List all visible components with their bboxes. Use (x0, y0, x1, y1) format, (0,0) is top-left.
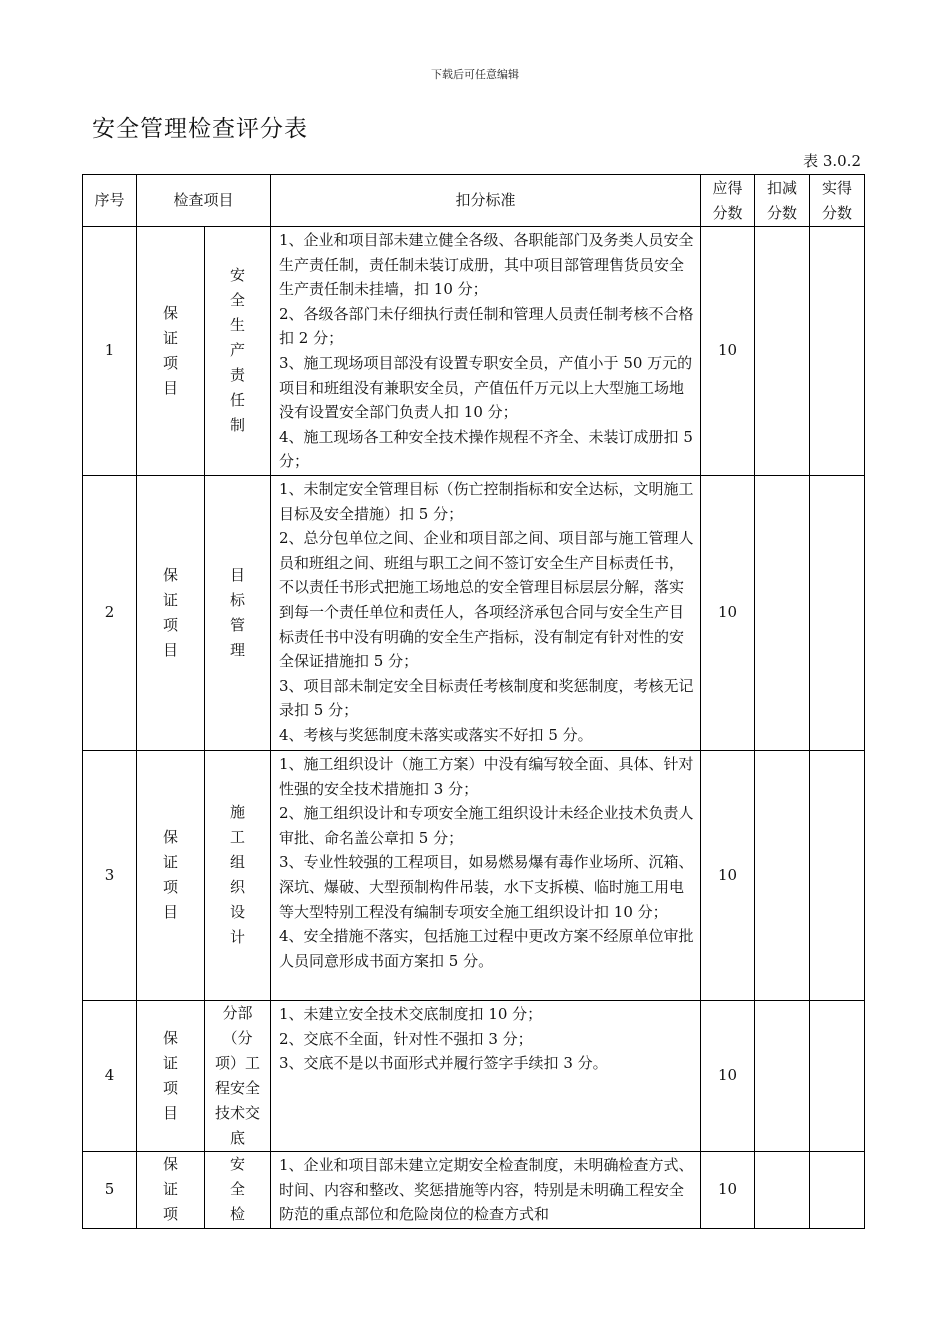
row-standard (271, 227, 701, 476)
header-item: 检查项目 (137, 175, 271, 227)
row-category: 保证项 (137, 1151, 205, 1228)
header-actual: 实得分数 (810, 175, 865, 227)
standard-line: 1、企业和项目部未建立健全各级、各职能部门及务类人员安全生产责任制，责任制未装订成册，其中项目部管理售货员安全生产责任制未挂墙，扣 10 分； (279, 231, 694, 299)
header-row (83, 175, 865, 227)
header-standard: 扣分标准 (271, 175, 701, 227)
table-row (83, 1151, 865, 1228)
standard-line: 2、总分包单位之间、企业和项目部之间、项目部与施工管理人员和班组之间、班组与职工之间不签订安全生产目标责任书，不以责任书形式把施工场地总的安全管理目标层层分解，落实到每一个责任单位和责任人，各项经济承包合同与安全生产目标责任书中没有明确的安全生产指标，没有制定有针对性的安全保证措施扣 5 分； (279, 529, 694, 671)
row-due: 10 (701, 750, 755, 1000)
document-title: 安全管理检查评分表 (92, 116, 308, 142)
standard-line: 2、施工组织设计和专项安全施工组织设计未经企业技术负责人审批、命名盖公章扣 5 分； (279, 804, 694, 847)
row-standard (271, 475, 701, 750)
scoring-table (82, 174, 865, 1229)
row-seq: 1 (83, 227, 137, 476)
header-deduct: 扣减分数 (755, 175, 810, 227)
table-row (83, 475, 865, 750)
row-category: 保证项目 (137, 227, 205, 476)
row-actual[interactable] (810, 227, 865, 476)
row-deduct[interactable] (755, 227, 810, 476)
row-standard (271, 1151, 701, 1228)
row-deduct[interactable] (755, 750, 810, 1000)
standard-line: 3、交底不是以书面形式并履行签字手续扣 3 分。 (279, 1054, 608, 1073)
row-seq: 5 (83, 1151, 137, 1228)
table-row (83, 750, 865, 1000)
row-category: 保证项目 (137, 475, 205, 750)
row-actual[interactable] (810, 750, 865, 1000)
row-standard (271, 750, 701, 1000)
standard-line: 4、安全措施不落实，包括施工过程中更改方案不经原单位审批人员同意形成书面方案扣 5 分。 (279, 927, 694, 970)
row-seq: 3 (83, 750, 137, 1000)
standard-line: 1、施工组织设计（施工方案）中没有编写较全面、具体、针对性强的安全技术措施扣 3 分； (279, 754, 694, 798)
row-actual[interactable] (810, 475, 865, 750)
row-actual[interactable] (810, 1151, 865, 1228)
row-item: 安全生产责任制 (205, 227, 271, 476)
standard-line: 1、未制定安全管理目标（伤亡控制指标和安全达标，文明施工目标及安全措施）扣 5 分； (279, 479, 694, 523)
standard-line: 3、专业性较强的工程项目，如易燃易爆有毒作业场所、沉箱、深坑、爆破、大型预制构件吊装，水下支拆模、临时施工用电等大型特别工程没有编制专项安全施工组织设计扣 10 分； (279, 853, 694, 921)
row-deduct[interactable] (755, 1151, 810, 1228)
row-item: 目标管理 (205, 475, 271, 750)
row-seq: 4 (83, 1000, 137, 1151)
row-due: 10 (701, 1000, 755, 1151)
row-due: 10 (701, 1151, 755, 1228)
header-due: 应得分数 (701, 175, 755, 227)
table-row (83, 1000, 865, 1151)
standard-line: 1、未建立安全技术交底制度扣 10 分； (279, 1004, 543, 1023)
standard-line: 2、交底不全面，针对性不强扣 3 分； (279, 1029, 533, 1048)
row-item: 安全检 (205, 1151, 271, 1228)
standard-line: 3、施工现场项目部没有设置专职安全员，产值小于 50 万元的项目和班组没有兼职安全员，产值伍仟万元以上大型施工场地没有设置安全部门负责人扣 10 分； (279, 353, 693, 422)
standard-line: 4、考核与奖惩制度未落实或落实不好扣 5 分。 (279, 725, 593, 744)
standard-line: 4、施工现场各工种安全技术操作规程不齐全、未装订成册扣 5 分； (279, 427, 693, 471)
row-seq: 2 (83, 475, 137, 750)
row-category: 保证项目 (137, 1000, 205, 1151)
header-seq: 序号 (83, 175, 137, 227)
header-note: 下载后可任意编辑 (431, 68, 519, 81)
row-item: 施工组织设计 (205, 750, 271, 1000)
row-item: 分部（分项）工程安全技术交底 (205, 1000, 271, 1151)
row-actual[interactable] (810, 1000, 865, 1151)
table-row (83, 227, 865, 476)
row-deduct[interactable] (755, 1000, 810, 1151)
row-standard (271, 1000, 701, 1151)
standard-line: 2、各级各部门未仔细执行责任制和管理人员责任制考核不合格扣 2 分； (279, 304, 694, 348)
row-due: 10 (701, 475, 755, 750)
standard-line: 1、企业和项目部未建立定期安全检查制度，未明确检查方式、时间、内容和整改、奖惩措施等内容，特别是未明确工程安全防范的重点部位和危险岗位的检查方式和 (279, 1155, 694, 1224)
standard-line: 3、项目部未制定安全目标责任考核制度和奖惩制度，考核无记录扣 5 分； (279, 676, 694, 720)
table-number: 表 3.0.2 (803, 152, 861, 170)
row-due: 10 (701, 227, 755, 476)
row-deduct[interactable] (755, 475, 810, 750)
row-category: 保证项目 (137, 750, 205, 1000)
